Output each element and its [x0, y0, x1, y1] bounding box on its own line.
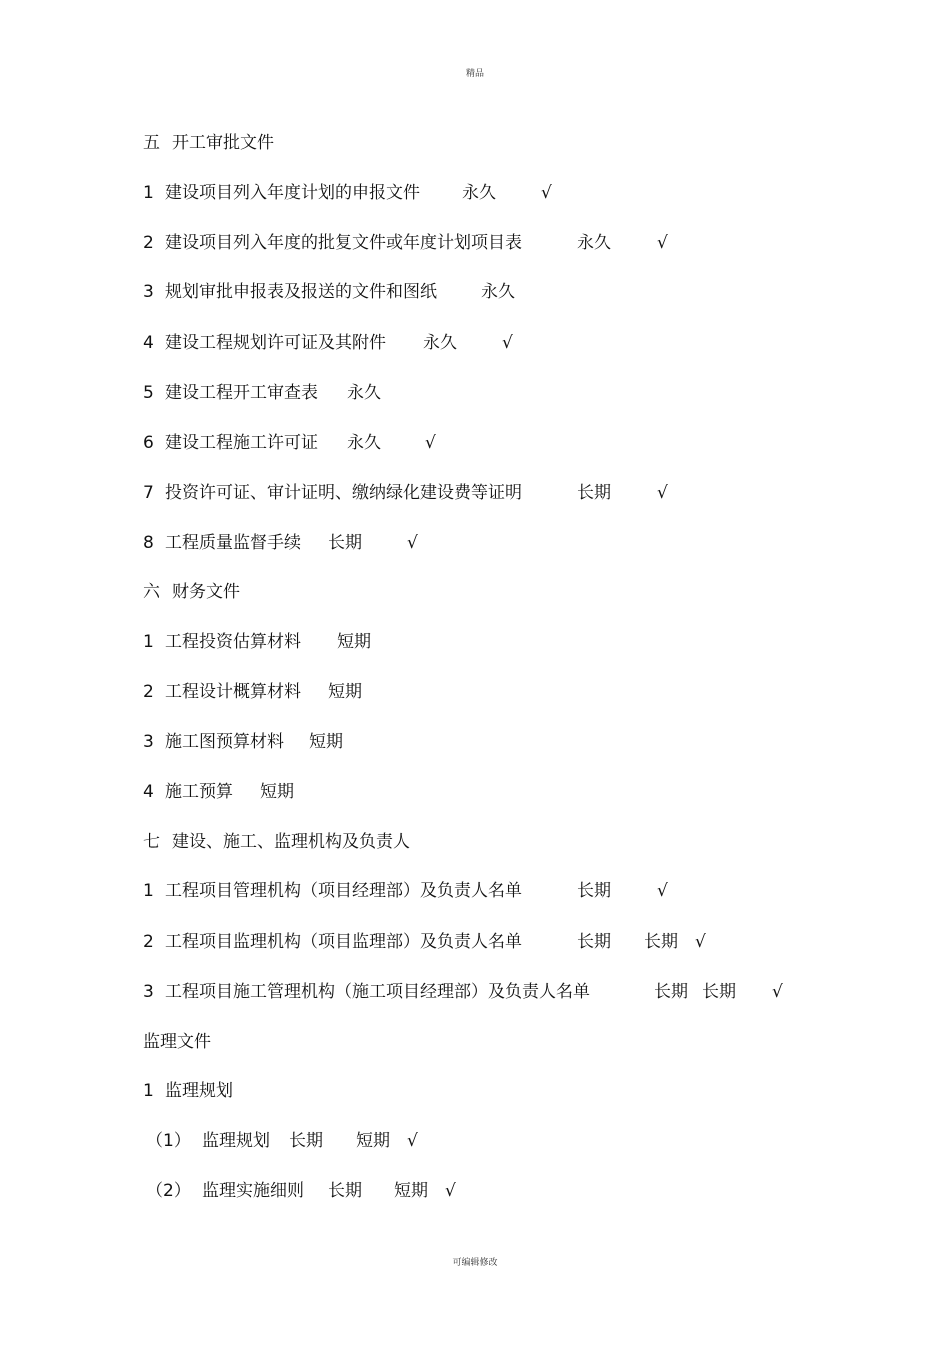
retention-period: 长期 [577, 881, 611, 901]
item-title: 工程设计概算材料 [165, 682, 301, 702]
item-number: 1 [143, 1081, 154, 1101]
item-title: 建设工程施工许可证 [165, 433, 318, 453]
item-title: 监理实施细则 [202, 1181, 304, 1201]
item-title: 建设工程规划许可证及其附件 [165, 333, 386, 353]
section-title: 监理文件 [143, 1032, 211, 1052]
item-number: 6 [143, 433, 154, 453]
item-title: 建设项目列入年度计划的申报文件 [165, 183, 420, 203]
item-number: 3 [143, 982, 154, 1002]
item-title: 工程项目管理机构（项目经理部）及负责人名单 [165, 881, 522, 901]
item-number: 1 [143, 632, 154, 652]
item-title: 工程质量监督手续 [165, 533, 301, 553]
item-number: （1） [146, 1131, 191, 1151]
retention-period: 永久 [481, 282, 515, 302]
retention-period: 短期 [337, 632, 371, 652]
retention-period: 永久 [347, 383, 381, 403]
retention-period-alt: 短期 [394, 1181, 428, 1201]
item-number: 2 [143, 682, 154, 702]
item-title: 施工图预算材料 [165, 732, 284, 752]
item-title: 监理规划 [165, 1081, 233, 1101]
section-number: 五 [143, 133, 160, 153]
retention-period: 长期 [328, 533, 362, 553]
section-number: 七 [143, 832, 160, 852]
item-title: 规划审批申报表及报送的文件和图纸 [165, 282, 437, 302]
retention-period: 长期 [328, 1181, 362, 1201]
item-number: 1 [143, 183, 154, 203]
item-title: 建设项目列入年度的批复文件或年度计划项目表 [165, 233, 522, 253]
section-title: 开工审批文件 [172, 133, 274, 153]
item-title: 投资许可证、审计证明、缴纳绿化建设费等证明 [165, 483, 522, 503]
check-mark: √ [502, 333, 513, 353]
page-footer: 可编辑修改 [452, 1258, 498, 1268]
item-number: 4 [143, 782, 154, 802]
item-title: 工程项目监理机构（项目监理部）及负责人名单 [165, 932, 522, 952]
retention-period: 永久 [423, 333, 457, 353]
item-title: 工程项目施工管理机构（施工项目经理部）及负责人名单 [165, 982, 590, 1002]
check-mark: √ [407, 533, 418, 553]
item-number: 1 [143, 881, 154, 901]
item-title: 建设工程开工审查表 [165, 383, 318, 403]
check-mark: √ [657, 233, 668, 253]
item-number: 8 [143, 533, 154, 553]
check-mark: √ [772, 982, 783, 1002]
item-title: 工程投资估算材料 [165, 632, 301, 652]
retention-period: 长期 [577, 932, 611, 952]
retention-period: 永久 [462, 183, 496, 203]
retention-period-alt: 长期 [644, 932, 678, 952]
item-number: 4 [143, 333, 154, 353]
retention-period-alt: 短期 [356, 1131, 390, 1151]
retention-period: 长期 [577, 483, 611, 503]
check-mark: √ [657, 483, 668, 503]
page-header: 精品 [465, 69, 484, 79]
retention-period-alt: 长期 [702, 982, 736, 1002]
check-mark: √ [695, 932, 706, 952]
item-title: 监理规划 [202, 1131, 270, 1151]
retention-period: 短期 [260, 782, 294, 802]
section-number: 六 [143, 582, 160, 602]
section-title: 建设、施工、监理机构及负责人 [172, 832, 410, 852]
item-number: 3 [143, 732, 154, 752]
check-mark: √ [407, 1131, 418, 1151]
item-number: 3 [143, 282, 154, 302]
retention-period: 长期 [289, 1131, 323, 1151]
check-mark: √ [541, 183, 552, 203]
retention-period: 永久 [577, 233, 611, 253]
item-number: 2 [143, 233, 154, 253]
item-number: 2 [143, 932, 154, 952]
item-number: 5 [143, 383, 154, 403]
retention-period: 长期 [654, 982, 688, 1002]
item-number: 7 [143, 483, 154, 503]
check-mark: √ [445, 1181, 456, 1201]
section-title: 财务文件 [172, 582, 240, 602]
item-number: （2） [146, 1181, 191, 1201]
check-mark: √ [657, 881, 668, 901]
retention-period: 永久 [347, 433, 381, 453]
retention-period: 短期 [328, 682, 362, 702]
retention-period: 短期 [309, 732, 343, 752]
item-title: 施工预算 [165, 782, 233, 802]
check-mark: √ [425, 433, 436, 453]
